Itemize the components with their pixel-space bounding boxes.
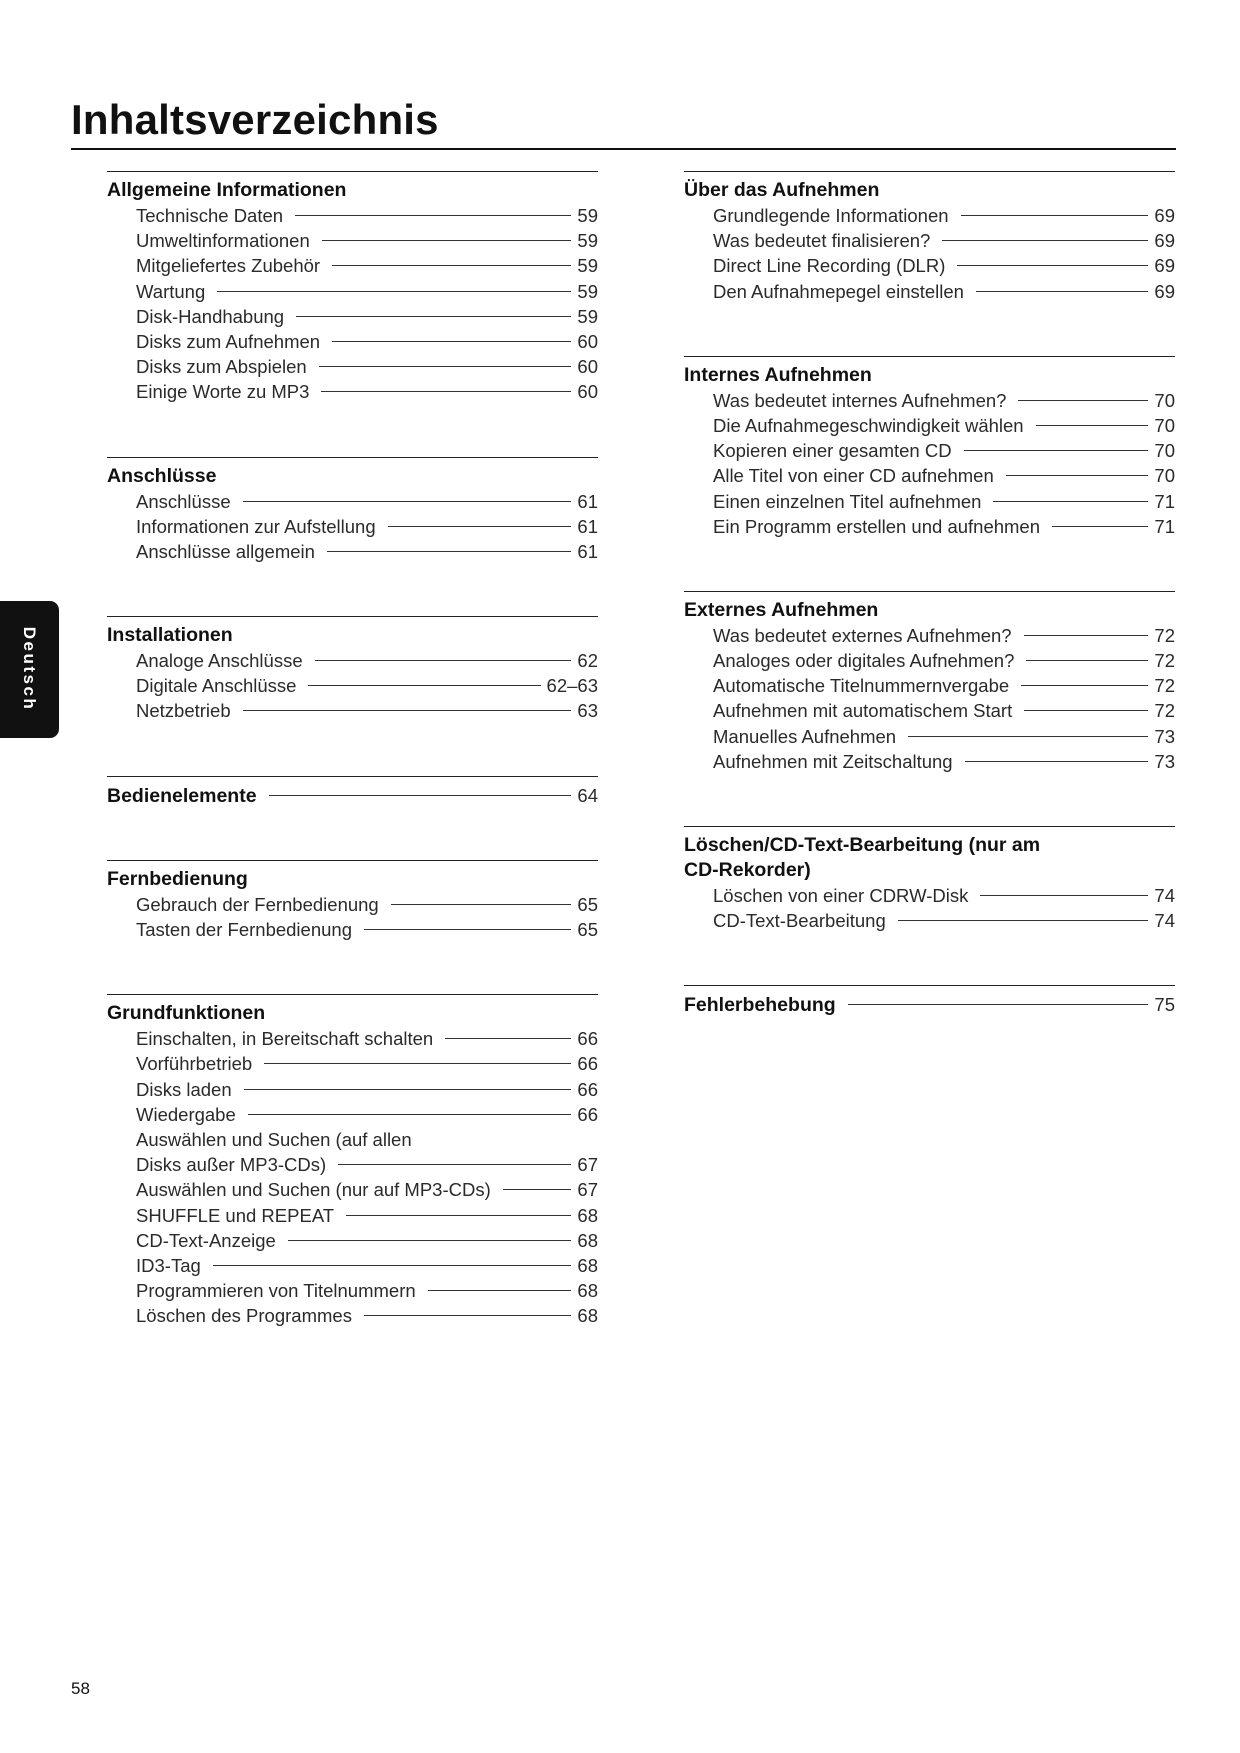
toc-entry[interactable] xyxy=(684,413,1175,438)
entry-label: Einschalten, in Bereitschaft schalten xyxy=(136,1028,434,1050)
toc-entry[interactable] xyxy=(107,1077,598,1102)
leader-line xyxy=(445,1038,571,1039)
entry-label: Alle Titel von einer CD aufnehmen xyxy=(713,465,994,487)
entry-label: Aufnehmen mit Zeitschaltung xyxy=(713,750,953,772)
leader-line xyxy=(957,265,1148,266)
toc-section-externes-aufnehmen xyxy=(684,591,1175,774)
section-heading[interactable]: Externes Aufnehmen xyxy=(684,598,879,621)
toc-entry[interactable] xyxy=(107,1051,598,1076)
toc-section-ueber-aufnehmen xyxy=(684,171,1175,304)
toc-entry[interactable] xyxy=(107,1303,598,1328)
toc-entry[interactable] xyxy=(684,438,1175,463)
entry-page: 60 xyxy=(577,356,598,378)
entry-label: CD-Text-Bearbeitung xyxy=(713,910,886,932)
entry-label: Anschlüsse allgemein xyxy=(136,540,315,562)
leader-line xyxy=(976,291,1148,292)
entry-page: 69 xyxy=(1154,205,1175,226)
page-title: Inhaltsverzeichnis xyxy=(71,96,439,143)
leader-line xyxy=(288,1240,572,1241)
entry-page: 70 xyxy=(1154,389,1175,411)
section-heading[interactable]: Löschen/CD-Text-Bearbeitung (nur am xyxy=(684,834,1041,856)
leader-line xyxy=(243,710,572,711)
toc-entry[interactable] xyxy=(684,908,1175,933)
entry-page: 60 xyxy=(577,381,598,403)
leader-line xyxy=(965,761,1149,762)
entry-page: 66 xyxy=(577,1028,598,1050)
entry-page: 73 xyxy=(1154,750,1175,772)
entry-page: 65 xyxy=(577,893,598,915)
language-tab xyxy=(0,601,59,738)
toc-heading-entry[interactable] xyxy=(684,992,1175,1017)
entry-page: 61 xyxy=(577,540,598,562)
entry-page: 69 xyxy=(1154,280,1175,302)
section-heading[interactable]: Fernbedienung xyxy=(107,867,248,890)
leader-line xyxy=(364,1315,571,1316)
entry-label: Disks außer MP3-CDs) xyxy=(136,1154,327,1176)
entry-page: 73 xyxy=(1154,725,1175,747)
entry-page: 71 xyxy=(1154,490,1175,512)
entry-page: 62–63 xyxy=(546,675,598,697)
toc-entry[interactable] xyxy=(684,698,1175,723)
leader-line xyxy=(388,526,572,527)
entry-page: 68 xyxy=(577,1305,598,1327)
toc-entry[interactable] xyxy=(107,514,598,539)
leader-line xyxy=(244,1089,572,1090)
leader-line xyxy=(993,501,1148,502)
toc-entry[interactable] xyxy=(107,673,598,698)
entry-label: Den Aufnahmepegel einstellen xyxy=(713,280,964,302)
leader-line xyxy=(332,341,571,342)
toc-entry[interactable] xyxy=(107,917,598,942)
toc-entry[interactable] xyxy=(684,203,1175,228)
toc-entry[interactable] xyxy=(684,463,1175,488)
entry-label: Analoge Anschlüsse xyxy=(136,650,303,672)
leader-line xyxy=(391,904,572,905)
leader-line xyxy=(269,795,572,796)
toc-section-internes-aufnehmen xyxy=(684,356,1175,539)
entry-label: Auswählen und Suchen (nur auf MP3-CDs) xyxy=(136,1179,491,1201)
leader-line xyxy=(1024,710,1148,711)
leader-line xyxy=(1021,685,1148,686)
section-heading[interactable]: Anschlüsse xyxy=(107,464,217,487)
toc-entry[interactable] xyxy=(684,648,1175,673)
toc-section-grundfunktionen xyxy=(107,994,598,1328)
leader-line xyxy=(321,391,571,392)
entry-page: 68 xyxy=(577,1229,598,1251)
toc-right-column xyxy=(684,171,1175,1070)
entry-label: Was bedeutet finalisieren? xyxy=(713,230,931,252)
entry-label: Wiedergabe xyxy=(136,1103,236,1125)
entry-label: Programmieren von Titelnummern xyxy=(136,1280,416,1302)
page-number: 58 xyxy=(71,1679,90,1698)
leader-line xyxy=(1006,475,1149,476)
section-heading[interactable]: Grundfunktionen xyxy=(107,1002,266,1025)
toc-entry[interactable] xyxy=(107,648,598,673)
title-rule xyxy=(71,148,1176,150)
entry-page: 59 xyxy=(577,280,598,302)
toc-entry[interactable] xyxy=(107,304,598,329)
entry-page: 66 xyxy=(577,1053,598,1075)
leader-line xyxy=(503,1189,572,1190)
entry-page: 59 xyxy=(577,230,598,252)
leader-line xyxy=(315,660,572,661)
toc-section-anschluesse xyxy=(107,457,598,565)
entry-label: Einige Worte zu MP3 xyxy=(136,381,310,403)
entry-page: 70 xyxy=(1154,440,1175,462)
entry-label: Netzbetrieb xyxy=(136,700,231,722)
entry-label: Löschen des Programmes xyxy=(136,1305,352,1327)
toc-entry[interactable] xyxy=(107,1152,598,1177)
entry-page: 70 xyxy=(1154,465,1175,487)
leader-line xyxy=(322,240,572,241)
entry-label: Ein Programm erstellen und aufnehmen xyxy=(713,515,1041,537)
toc-entry[interactable] xyxy=(107,1203,598,1228)
entry-page: 69 xyxy=(1154,230,1175,252)
leader-line xyxy=(961,215,1149,216)
entry-label: Was bedeutet internes Aufnehmen? xyxy=(713,389,1007,411)
entry-page: 68 xyxy=(577,1280,598,1302)
entry-label: ID3-Tag xyxy=(136,1254,201,1276)
toc-entry[interactable] xyxy=(107,329,598,354)
entry-page: 65 xyxy=(577,919,598,940)
section-heading[interactable]: Internes Aufnehmen xyxy=(684,363,872,386)
entry-page: 72 xyxy=(1154,650,1175,672)
entry-label: Technische Daten xyxy=(136,205,284,226)
leader-line xyxy=(213,1265,572,1266)
toc-section-bedienelemente xyxy=(107,776,598,808)
entry-page: 74 xyxy=(1154,885,1175,906)
section-heading[interactable]: Allgemeine Informationen xyxy=(107,179,347,201)
leader-line xyxy=(217,291,571,292)
entry-label: SHUFFLE und REPEAT xyxy=(136,1204,335,1226)
entry-label: Disk-Handhabung xyxy=(136,305,285,327)
entry-label: Disks laden xyxy=(136,1078,232,1100)
leader-line xyxy=(296,316,571,317)
section-heading: Bedienelemente xyxy=(107,784,257,807)
entry-page: 66 xyxy=(577,1078,598,1100)
toc-entry[interactable] xyxy=(107,892,598,917)
leader-line xyxy=(346,1215,571,1216)
entry-label: Automatische Titelnummernvergabe xyxy=(713,675,1010,697)
entry-label: Was bedeutet externes Aufnehmen? xyxy=(713,624,1012,646)
leader-line xyxy=(908,736,1148,737)
leader-line xyxy=(848,1004,1149,1005)
toc-entry[interactable] xyxy=(107,1102,598,1127)
section-heading[interactable]: Über das Aufnehmen xyxy=(684,179,880,201)
entry-page: 68 xyxy=(577,1254,598,1276)
toc-entry[interactable] xyxy=(107,253,598,278)
entry-page: 61 xyxy=(577,490,598,512)
toc-entry[interactable] xyxy=(107,203,598,228)
entry-page: 59 xyxy=(577,205,598,226)
entry-page: 63 xyxy=(577,700,598,722)
leader-line xyxy=(1026,660,1148,661)
entry-page: 67 xyxy=(577,1154,598,1176)
leader-line xyxy=(964,450,1149,451)
toc-entry[interactable] xyxy=(684,749,1175,774)
toc-heading-entry[interactable] xyxy=(107,783,598,808)
toc-entry[interactable] xyxy=(107,354,598,379)
leader-line xyxy=(308,685,540,686)
entry-label: Manuelles Aufnehmen xyxy=(713,725,897,747)
toc-entry[interactable] xyxy=(107,379,598,404)
entry-page: 59 xyxy=(577,255,598,277)
entry-page: 74 xyxy=(1154,910,1175,932)
entry-page: 72 xyxy=(1154,675,1175,697)
toc-entry[interactable] xyxy=(107,1228,598,1253)
toc-entry[interactable] xyxy=(107,1278,598,1303)
toc-entry[interactable] xyxy=(107,228,598,253)
toc-entry[interactable] xyxy=(107,539,598,564)
toc-entry[interactable] xyxy=(684,623,1175,648)
entry-label: Disks zum Abspielen xyxy=(136,356,307,378)
entry-label: Löschen von einer CDRW-Disk xyxy=(713,885,969,906)
leader-line xyxy=(898,920,1149,921)
leader-line xyxy=(1052,526,1148,527)
entry-label: Digitale Anschlüsse xyxy=(136,675,297,697)
entry-label: Aufnehmen mit automatischem Start xyxy=(713,700,1013,722)
toc-section-loeschen xyxy=(684,826,1175,933)
entry-label: Wartung xyxy=(136,280,206,302)
leader-line xyxy=(364,929,571,930)
toc-entry[interactable] xyxy=(107,1026,598,1051)
leader-line xyxy=(243,501,572,502)
leader-line xyxy=(264,1063,571,1064)
toc-entry[interactable] xyxy=(684,883,1175,908)
entry-label: Einen einzelnen Titel aufnehmen xyxy=(713,490,982,512)
entry-label: Gebrauch der Fernbedienung xyxy=(136,893,379,915)
leader-line xyxy=(319,366,572,367)
leader-line xyxy=(295,215,571,216)
entry-label: Kopieren einer gesamten CD xyxy=(713,440,952,462)
entry-page: 68 xyxy=(577,1204,598,1226)
toc-entry[interactable] xyxy=(684,514,1175,539)
toc-entry[interactable] xyxy=(107,698,598,723)
entry-label: Direct Line Recording (DLR) xyxy=(713,255,946,277)
leader-line xyxy=(1036,425,1149,426)
toc-entry[interactable] xyxy=(107,1253,598,1278)
toc-entry[interactable] xyxy=(107,489,598,514)
entry-page: 67 xyxy=(577,1179,598,1201)
section-heading-cont[interactable]: CD-Rekorder) xyxy=(684,859,811,881)
language-tab-label: Deutsch xyxy=(20,626,39,712)
section-heading[interactable]: Installationen xyxy=(107,624,233,647)
leader-line xyxy=(248,1114,572,1115)
entry-page: 64 xyxy=(577,784,598,806)
entry-page: 75 xyxy=(1154,994,1175,1016)
entry-page: 59 xyxy=(577,305,598,327)
entry-label: Anschlüsse xyxy=(136,490,231,512)
entry-page: 70 xyxy=(1154,414,1175,436)
section-heading: Fehlerbehebung xyxy=(684,994,836,1017)
toc-entry[interactable] xyxy=(684,489,1175,514)
toc-section-fernbedienung xyxy=(107,860,598,942)
entry-label: Disks zum Aufnehmen xyxy=(136,330,321,352)
toc-entry[interactable] xyxy=(684,253,1175,278)
entry-label: Tasten der Fernbedienung xyxy=(136,919,352,940)
entry-page: 60 xyxy=(577,330,598,352)
entry-page: 69 xyxy=(1154,255,1175,277)
toc-section-installationen xyxy=(107,616,598,724)
toc-entry[interactable] xyxy=(684,724,1175,749)
leader-line xyxy=(942,240,1148,241)
entry-label: Grundlegende Informationen xyxy=(713,205,949,226)
toc-entry[interactable] xyxy=(684,673,1175,698)
entry-page: 72 xyxy=(1154,700,1175,722)
toc-entry-first-line[interactable]: Auswählen und Suchen (auf allen xyxy=(136,1128,412,1150)
leader-line xyxy=(980,895,1148,896)
entry-label: Die Aufnahmegeschwindigkeit wählen xyxy=(713,414,1024,436)
leader-line xyxy=(327,551,571,552)
entry-page: 66 xyxy=(577,1103,598,1125)
toc-entry[interactable] xyxy=(684,388,1175,413)
entry-page: 61 xyxy=(577,515,598,537)
leader-line xyxy=(1018,400,1148,401)
entry-label: CD-Text-Anzeige xyxy=(136,1229,276,1251)
leader-line xyxy=(1024,635,1149,636)
entry-page: 72 xyxy=(1154,624,1175,646)
leader-line xyxy=(332,265,571,266)
entry-label: Vorführbetrieb xyxy=(136,1053,253,1075)
toc-left-column xyxy=(107,171,598,1380)
entry-label: Analoges oder digitales Aufnehmen? xyxy=(713,650,1015,672)
toc-entry[interactable] xyxy=(107,1177,598,1202)
entry-page: 62 xyxy=(577,650,598,672)
toc-entry[interactable] xyxy=(684,279,1175,304)
toc-section-allgemein xyxy=(107,171,598,405)
entry-label: Umweltinformationen xyxy=(136,230,310,252)
toc-entry[interactable] xyxy=(684,228,1175,253)
entry-label: Mitgeliefertes Zubehör xyxy=(136,255,321,277)
toc-section-fehlerbehebung xyxy=(684,985,1175,1017)
entry-label: Informationen zur Aufstellung xyxy=(136,515,376,537)
leader-line xyxy=(428,1290,572,1291)
entry-page: 71 xyxy=(1154,515,1175,537)
toc-entry[interactable] xyxy=(107,279,598,304)
leader-line xyxy=(338,1164,571,1165)
